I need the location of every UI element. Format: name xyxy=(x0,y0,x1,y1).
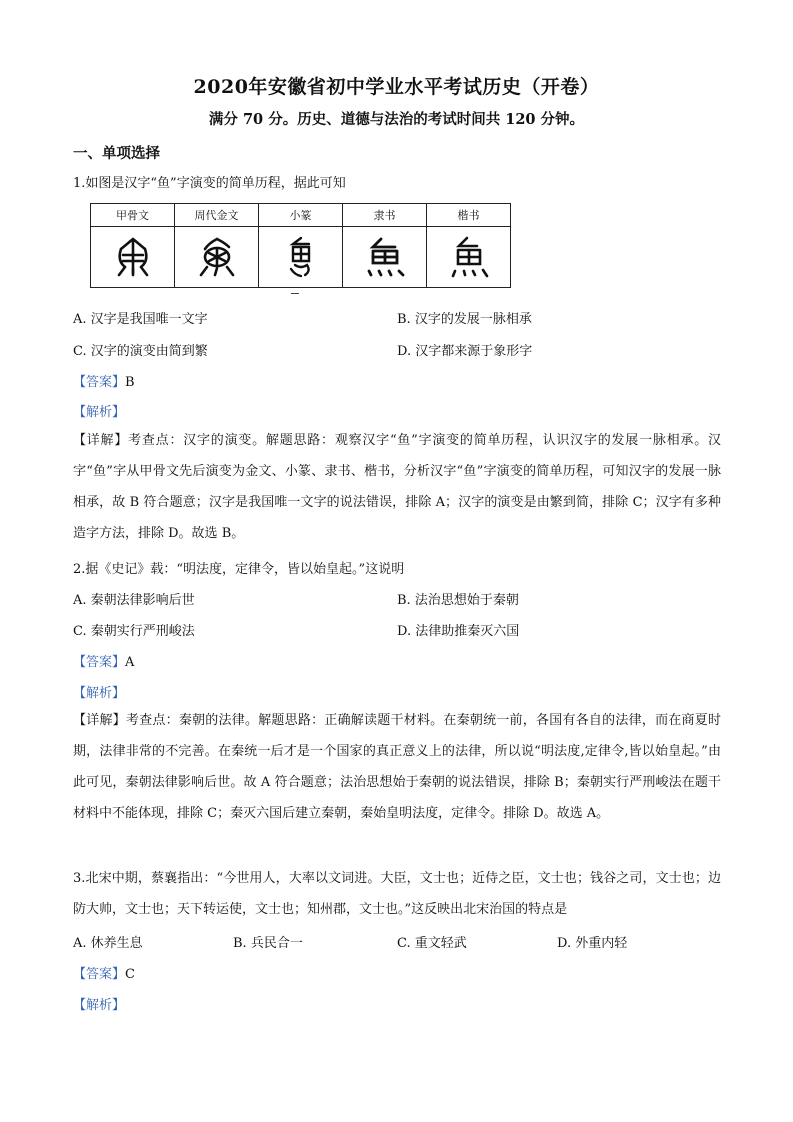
detail-text: 考查点：秦朝的法律。解题思路：正确解读题干材料。在秦朝统一前，各国有各自的法律，而在商夏时期，法律非常的不完善。在秦统一后才是一个国家的真正意义上的法律，所以说“明法度,定律令,皆以始皇起。”由此可见，秦朝法律影响后世。故 A 符合题意；法治思想始于秦朝的说法错误，排除 B；秦朝实行严刑峻法在题干材料中不能体现，排除 C；秦灭六国后建立秦朝，秦始皇明法度，定律令。排除 D。故选 A。 xyxy=(73,713,721,821)
q3-option-a: A. 休养生息 xyxy=(73,936,143,951)
table-header: 小篆 xyxy=(259,204,343,227)
table-cell xyxy=(175,227,259,288)
q1-option-b: B. 汉字的发展一脉相承 xyxy=(397,312,532,327)
answer-value: B xyxy=(125,375,135,390)
detail-tag: 【详解】 xyxy=(73,713,126,728)
q1-option-a: A. 汉字是我国唯一文字 xyxy=(73,312,208,327)
oracle-bone-fish-icon xyxy=(111,235,155,279)
q3-option-b: B. 兵民合一 xyxy=(233,936,303,951)
table-header: 甲骨文 xyxy=(91,204,175,227)
answer-value: C xyxy=(125,967,135,982)
table-cell xyxy=(343,227,427,288)
q1-detail xyxy=(73,425,721,549)
bronze-fish-icon xyxy=(195,235,239,279)
section-heading: 一、单项选择 xyxy=(73,145,160,162)
answer-tag: 【答案】 xyxy=(73,967,126,982)
q3-option-d: D. 外重内轻 xyxy=(557,936,628,951)
analysis-tag: 【解析】 xyxy=(73,998,126,1013)
page-title: 2020年安徽省初中学业水平考试历史（开卷） xyxy=(193,76,600,98)
q1-option-d: D. 汉字都来源于象形字 xyxy=(397,344,533,359)
fish-evolution-table xyxy=(90,203,511,288)
exam-info: 满分 70 分。历史、道德与法治的考试时间共 120 分钟。 xyxy=(208,111,585,128)
q2-option-a: A. 秦朝法律影响后世 xyxy=(73,593,195,608)
detail-tag: 【详解】 xyxy=(73,433,129,448)
regular-fish-icon xyxy=(445,235,493,279)
answer-tag: 【答案】 xyxy=(73,655,126,670)
detail-text: 考查点：汉字的演变。解题思路：观察汉字“鱼”字演变的简单历程，认识汉字的发展一脉相承。汉字“鱼”字从甲骨文先后演变为金文、小篆、隶书、楷书，分析汉字“鱼”字演变的简单历程，可知汉字的发展一脉相承，故 B 符合题意；汉字是我国唯一文字的说法错误，排除 A；汉字的演变是由繁到简，排除 C；汉字有多种造字方法，排除 D。故选 B。 xyxy=(73,433,721,541)
q3-analysis xyxy=(73,994,125,1013)
table-cell xyxy=(91,227,175,288)
q2-option-d: D. 法律助推秦灭六国 xyxy=(397,624,520,639)
q1-answer xyxy=(73,371,135,390)
q2-detail xyxy=(73,705,721,829)
seal-fish-icon xyxy=(279,235,323,279)
answer-tag: 【答案】 xyxy=(73,375,126,390)
q2-answer xyxy=(73,651,134,670)
question-2-stem: 2.据《史记》载：“明法度，定律令，皆以始皇起。”这说明 xyxy=(73,562,405,577)
analysis-tag: 【解析】 xyxy=(73,686,126,701)
table-header: 隶书 xyxy=(343,204,427,227)
q3-answer xyxy=(73,963,135,982)
q3-option-c: C. 重文轻武 xyxy=(397,936,467,951)
q2-option-c: C. 秦朝实行严刑峻法 xyxy=(73,624,195,639)
question-3-stem: 3.北宋中期，蔡襄指出：“今世用人，大率以文词进。大臣，文士也；近侍之臣，文士也；钱谷之司，文士也；边防大帅，文士也；天下转运使，文士也；知州郡，文士也。”这反映出北宋治国的特点是 xyxy=(73,871,721,917)
table-cell xyxy=(427,227,511,288)
q2-analysis xyxy=(73,682,125,701)
analysis-tag: 【解析】 xyxy=(73,405,126,420)
table-cell xyxy=(259,227,343,288)
table-header: 周代金文 xyxy=(175,204,259,227)
answer-value: A xyxy=(125,655,135,670)
q1-option-c: C. 汉字的演变由简到繁 xyxy=(73,344,208,359)
question-1-stem: 1.如图是汉字“鱼”字演变的简单历程，据此可知 xyxy=(73,176,346,191)
q2-option-b: B. 法治思想始于秦朝 xyxy=(397,593,519,608)
divider xyxy=(291,293,299,294)
table-header: 楷书 xyxy=(427,204,511,227)
clerical-fish-icon xyxy=(361,235,409,279)
q1-analysis xyxy=(73,401,125,420)
